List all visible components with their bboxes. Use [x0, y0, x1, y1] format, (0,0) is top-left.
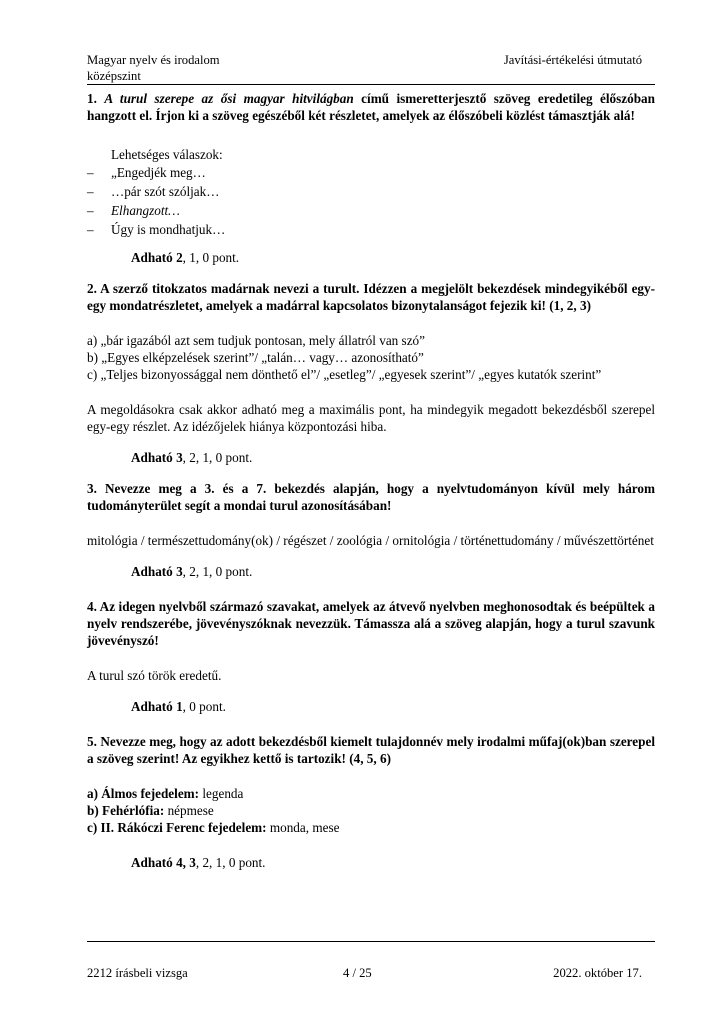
answer-line: b) Fehérlófia: népmese: [87, 803, 214, 818]
question-2-prompt: 2. A szerző titokzatos madárnak nevezi a turult. Idézzen a megjelölt bekezdések mindegyikéből egy-egy mondatrészletet, amelyek a madárral kapcsolatos bizonytalanságot fejezik ki! (1, 2, 3): [87, 281, 655, 313]
question-3: [87, 480, 655, 580]
question-1-prompt: [87, 90, 655, 124]
question-1-number: 1.: [87, 91, 97, 106]
answer-line: a) Álmos fejedelem: legenda: [87, 786, 244, 801]
answers-label: Lehetséges válaszok:: [111, 147, 223, 162]
answer-block: [87, 332, 655, 383]
list-item: – …pár szót szóljak…: [87, 182, 655, 201]
question-1-title: A turul szerepe az ősi magyar hitvilágban: [104, 91, 354, 106]
answer-text: mitológia / természettudomány(ok) / régészet / zoológia / ornitológia / történettudomány / művészettörténet: [87, 533, 654, 548]
answer-list: [87, 163, 655, 239]
score-line: Adható 1, 0 pont.: [131, 699, 226, 714]
answer-line: c) „Teljes bizonyossággal nem dönthető el”/ „esetleg”/ „egyesek szerint”/ „egyes kutatók szerint”: [87, 367, 602, 382]
question-4-prompt: 4. Az idegen nyelvből származó szavakat, amelyek az átvevő nyelvben meghonosodtak és beépültek a nyelv rendszerébe, jövevényszóknak nevezzük. Támassza alá a szöveg alapján, hogy a turul szavunk jövevényszó!: [87, 599, 655, 648]
list-item: – Elhangzott…: [87, 201, 655, 220]
score-line: Adható 3, 2, 1, 0 pont.: [131, 564, 253, 579]
header-divider: [87, 84, 655, 85]
subject-label: Magyar nyelv és irodalom: [87, 53, 220, 67]
doc-type-label: Javítási-értékelési útmutató: [503, 53, 642, 67]
score-line: Adható 4, 3, 2, 1, 0 pont.: [131, 855, 266, 870]
question-1: [87, 90, 655, 266]
question-1-rest: című ismeretterjesztő szöveg eredetileg élőszóban hangzott el. Írjon ki a szöveg egészéből két részletet, amelyek az élőszóbeli közlést támasztják alá!: [87, 91, 655, 123]
question-3-prompt: 3. Nevezze meg a 3. és a 7. bekezdés alapján, hogy a nyelvtudományon kívül mely három tudományterület segít a mondai turul azonosításában!: [87, 481, 655, 513]
footer-divider: [87, 941, 655, 942]
answer-line: a) „bár igazából azt sem tudjuk pontosan, mely állatról van szó”: [87, 333, 425, 348]
list-item: – Úgy is mondhatjuk…: [87, 220, 655, 239]
question-2: [87, 280, 655, 466]
footer-exam: 2212 írásbeli vizsga: [87, 966, 188, 980]
answer-block: [87, 785, 655, 836]
score-line: Adható 3, 2, 1, 0 pont.: [131, 450, 253, 465]
answer-line: c) II. Rákóczi Ferenc fejedelem: monda, mese: [87, 820, 340, 835]
answer-text: A turul szó török eredetű.: [87, 668, 222, 683]
question-5-prompt: 5. Nevezze meg, hogy az adott bekezdésből kiemelt tulajdonnév mely irodalmi műfaj(ok)ban szerepel a szöveg szerint! Az egyikhez kettő is tartozik! (4, 5, 6): [87, 734, 655, 766]
answer-line: b) „Egyes elképzelések szerint”/ „talán… vagy… azonosítható”: [87, 350, 424, 365]
scoring-note: A megoldásokra csak akkor adható meg a maximális pont, ha mindegyik megadott bekezdésből szerepel egy-egy részlet. Az idézőjelek hiánya központozási hiba.: [87, 402, 655, 434]
header-left: [87, 52, 220, 84]
page-content: [87, 90, 655, 871]
level-label: középszint: [87, 69, 141, 83]
score-line: Adható 2, 1, 0 pont.: [131, 250, 240, 265]
footer-page-number: 4 / 25: [343, 966, 372, 980]
question-4: [87, 598, 655, 715]
list-item: – „Engedjék meg…: [87, 163, 655, 182]
question-5: [87, 733, 655, 871]
footer-date: 2022. október 17.: [553, 966, 642, 980]
